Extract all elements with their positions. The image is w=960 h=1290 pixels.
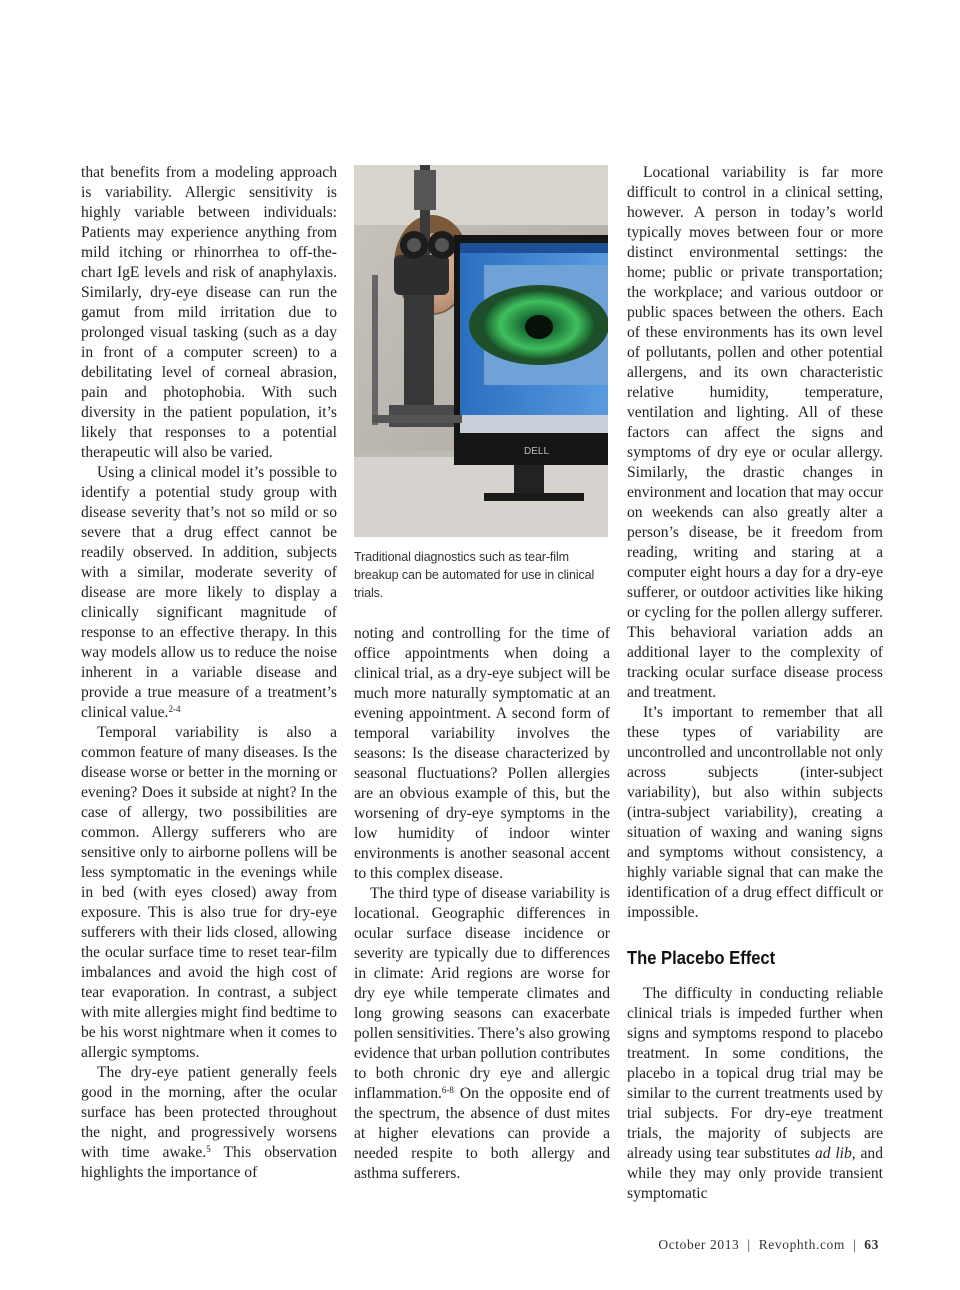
footer-separator: |: [853, 1237, 857, 1252]
reference-superscript: 2-4: [168, 704, 181, 714]
paragraph: Using a clinical model it’s possible to identify a potential study group with disease severity that’s not so mild or so severe that a drug effect cannot be readily observed. In addition, subjects with a similar, moderate severity of disease are more likely to display a clinically significant magnitude of response to an effective therapy. In this way models allow us to reduce the noise inherent in a variable disease and provide a true measure of a treatment’s clinical value.$^{2-4}$: [81, 464, 337, 721]
article-column-left: [81, 163, 337, 1183]
paragraph: Temporal variability is also a common feature of many diseases. Is the disease worse or better in the morning or evening? Does it subside at night? In the case of allergy, two possibilities are common. Allergy sufferers who are sensitive only to airborne pollens will be less symptomatic in the evenings while in bed (with eyes closed) away from exposure. This is also true for dry-eye sufferers with their lids closed, allowing the ocular surface time to reset tear-film imbalances and avoid the high cost of tear evaporation. In contrast, a subject with mite allergies might find bedtime to be his worst nightmare when it comes to allergic symptoms.: [81, 724, 337, 1061]
slit-lamp-exam-illustration: [354, 165, 608, 537]
paragraph: It’s important to remember that all these types of variability are uncontrolled and uncontrollable not only across subjects (inter-subject variability), but also within subjects (intra-subject variability), creating a situation of waxing and waning signs and symptoms without consistency, a highly variable signal that can make the identification of a drug effect difficult or impossible.: [627, 704, 883, 921]
section-heading: The Placebo Effect: [627, 948, 776, 968]
monitor-brand-label: DELL: [524, 446, 550, 457]
page-number: 63: [864, 1237, 879, 1252]
issue-date: October 2013: [658, 1237, 740, 1252]
reference-superscript: 5: [206, 1144, 211, 1154]
footer-separator: |: [747, 1237, 751, 1252]
article-column-middle: [354, 624, 610, 1184]
paragraph: noting and controlling for the time of office appointments when doing a clinical trial, as a dry-eye subject will be much more naturally symptomatic at an evening appointment. A second form of temporal variability involves the seasons: Is the disease characterized by seasonal fluctuations? Pollen allergies are an obvious example of this, but the worsening of dry-eye symptoms in the low humidity of indoor winter environments is another seasonal accent to this complex disease.: [354, 625, 610, 882]
figure-caption: Traditional diagnostics such as tear-film breakup can be automated for use in clinical trials.: [354, 550, 595, 600]
paragraph: The difficulty in conducting reliable clinical trials is impeded further when signs and symptoms respond to placebo treatment. In some conditions, the placebo in a topical drug trial may be similar to the current treatments used by trial subjects. For dry-eye treatment trials, the majority of subjects are already using tear substitutes ad lib, and while they may only provide transient symptomatic: [627, 985, 884, 1202]
article-column-right: [627, 163, 883, 1204]
page-footer: [658, 1237, 879, 1253]
paragraph: that benefits from a modeling approach is variability. Allergic sensitivity is highly variable between individuals: Patients may experience anything from mild itching or rhinorrhea to off-the-chart IgE levels and risk of anaphylaxis. Similarly, dry-eye disease can run the gamut from mild irritation due to prolonged visual tasking (such as a day in front of a computer screen) to a debilitating level of corneal abrasion, pain and photophobia. With such diversity in the patient population, it’s likely that responses to a potential therapeutic will also be varied.: [81, 164, 337, 461]
website-link[interactable]: Revophth.com: [758, 1237, 846, 1252]
paragraph: The dry-eye patient generally feels good in the morning, after the ocular surface has been protected throughout the night, and progressively worsens with time awake.$^5$ This observation highlights the importance of: [81, 1064, 337, 1181]
paragraph: The third type of disease variability is locational. Geographic differences in ocular surface disease incidence or severity are typically due to differences in climate: Arid regions are worse for dry eye while temperate climates and long growing seasons can exacerbate pollen sensitivities. There’s also growing evidence that urban pollution contributes to both chronic dry eye and allergic inflammation.$^{6-8}$ On the opposite end of the spectrum, the absence of dust mites at higher elevations can provide a needed respite to both allergy and asthma sufferers.: [354, 885, 610, 1182]
paragraph: Locational variability is far more difficult to control in a clinical setting, however. A person in today’s world typically moves between four or more distinct environmental settings: the home; public or private transportation; the workplace; and various outdoor or public spaces between the others. Each of these environments has its own level of pollutants, pollen and other potential allergens, and its own characteristic relative humidity, temperature, ventilation and lighting. All of these factors can affect the signs and symptoms of dry eye or ocular allergy. Similarly, the drastic changes in environment and location that may occur on weekends can also greatly alter a person’s disease, be it freedom from reading, writing and staring at a computer eight hours a day for a dry-eye sufferer, or outdoor activities like hiking or cycling for the pollen allergy sufferer. This behavioral variation adds an additional layer to the complexity of tracking ocular surface disease process and treatment.: [627, 164, 883, 701]
figure-photo: [354, 165, 608, 537]
reference-superscript: 6-8: [441, 1085, 454, 1095]
